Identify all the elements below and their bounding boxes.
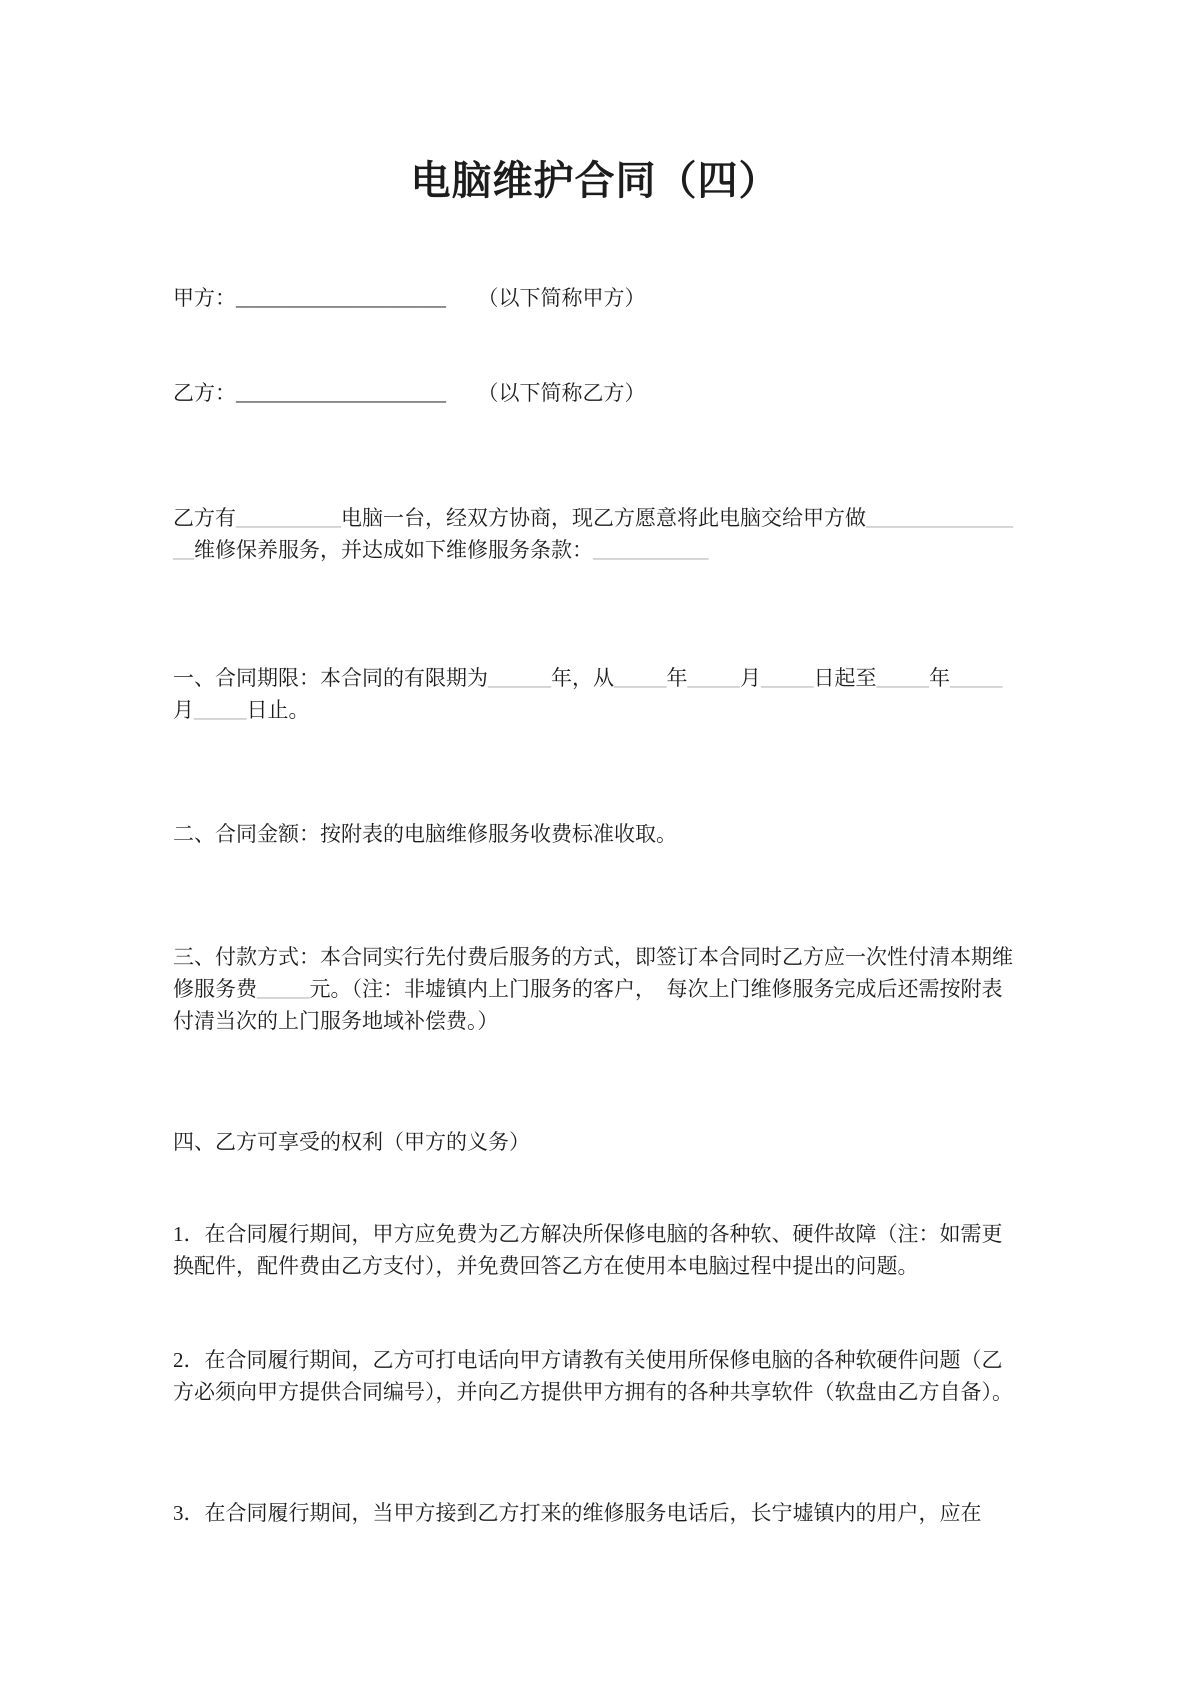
blank-field: _____ <box>950 666 1003 690</box>
clause-item-2 <box>173 1344 1018 1408</box>
text-run: 年 <box>666 666 688 690</box>
clause-item-1 <box>173 1218 1018 1282</box>
party-b-line <box>173 377 1018 409</box>
blank-field: ______ <box>488 666 551 690</box>
document-title: 电脑维护合同（四） <box>410 158 780 203</box>
text-run: 一、合同期限：本合同的有限期为 <box>173 666 488 690</box>
blank-field: _____ <box>257 977 310 1001</box>
blank-field: ____________________ <box>236 286 446 310</box>
blank-field: _____ <box>194 698 247 722</box>
clause-item-3 <box>173 1497 1018 1529</box>
party-a-line <box>173 282 1018 314</box>
blank-field: ________________ <box>173 506 1013 562</box>
clause-term-paragraph <box>173 662 1018 726</box>
text-run: （以下简称乙方） <box>446 381 646 405</box>
text-run: 三、付款方式：本合同实行先付费后服务的方式，即签订本合同时乙方应一次性付清本期维修服务费 <box>173 945 1013 1001</box>
text-run: 年，从 <box>551 666 614 690</box>
text-run: 3．在合同履行期间，当甲方接到乙方打来的维修服务电话后，长宁墟镇内的用户，应在 <box>173 1501 982 1525</box>
text-run: （以下简称甲方） <box>446 286 646 310</box>
intro-paragraph <box>173 502 1018 566</box>
clause-payment-paragraph <box>173 941 1018 1037</box>
text-run: 1．在合同履行期间，甲方应免费为乙方解决所保修电脑的各种软、硬件故障（注：如需更换配件，配件费由乙方支付），并免费回答乙方在使用本电脑过程中提出的问题。 <box>173 1222 1003 1278</box>
text-run: 乙方： <box>173 381 236 405</box>
blank-field: ___________ <box>593 538 709 562</box>
blank-field: ____________________ <box>236 381 446 405</box>
text-run: 2．在合同履行期间，乙方可打电话向甲方请教有关使用所保修电脑的各种软硬件问题（乙方必须向甲方提供合同编号），并向乙方提供甲方拥有的各种共享软件（软盘由乙方自备）。 <box>173 1348 1013 1404</box>
text-run: 月 <box>173 698 194 722</box>
blank-field: _____ <box>761 666 814 690</box>
blank-field: _____ <box>614 666 667 690</box>
rights-heading <box>173 1126 1018 1158</box>
text-run: 二、合同金额：按附表的电脑维修服务收费标准收取。 <box>173 822 677 846</box>
blank-field: _____ <box>876 666 929 690</box>
text-run: 年 <box>929 666 950 690</box>
text-run: 日起至 <box>813 666 877 690</box>
text-run: 维修保养服务，并达成如下维修服务条款： <box>194 538 593 562</box>
blank-field: _____ <box>687 666 740 690</box>
blank-field: __________ <box>236 506 341 530</box>
text-run: 甲方： <box>173 286 236 310</box>
clause-amount-paragraph <box>173 818 1018 850</box>
text-run: 四、乙方可享受的权利（甲方的义务） <box>173 1130 530 1154</box>
text-run: 月 <box>740 666 761 690</box>
text-run: 日止。 <box>246 698 310 722</box>
text-run: 乙方有 <box>173 506 236 530</box>
text-run: 电脑一台，经双方协商，现乙方愿意将此电脑交给甲方做 <box>341 506 866 530</box>
text-run: 元。（注：非墟镇内上门服务的客户， 每次上门维修服务完成后还需按附表付清当次的上门服务地域补偿费。） <box>173 977 1003 1033</box>
